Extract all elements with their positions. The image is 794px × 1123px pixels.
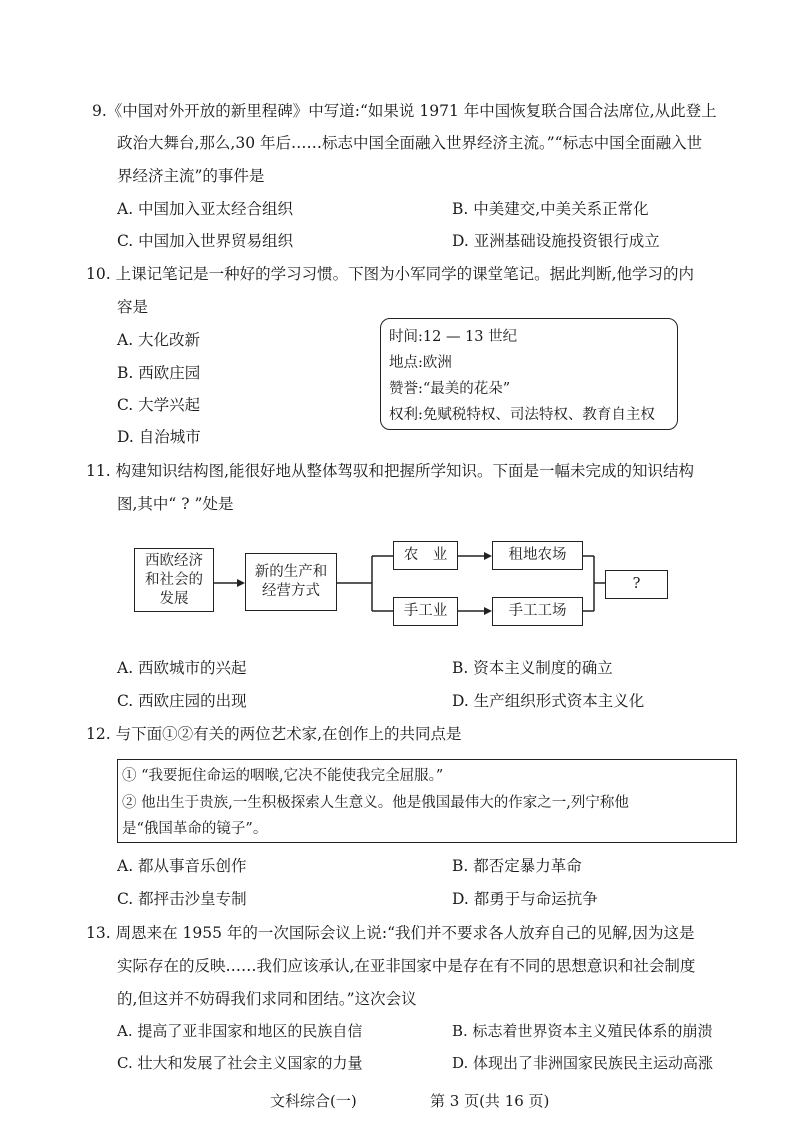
- q9-stem-line1: 9.《中国对外开放的新里程碑》中写道:“如果说 1971 年中国恢复联合国合法席位,从此登上: [92, 102, 717, 120]
- diagram-node-root: [134, 548, 214, 612]
- diagram-node-farm-label: 租地农场: [508, 547, 567, 563]
- diagram-node-handicraft-label: 手工业: [403, 603, 448, 619]
- note-place: 地点:欧洲: [389, 355, 452, 371]
- diagram-node-handicraft: [393, 597, 458, 626]
- q13-option-c: C. 壮大和发展了社会主义国家的力量: [117, 1054, 363, 1072]
- q12-option-a: A. 都从事音乐创作: [117, 857, 247, 875]
- arrowhead-farm: [484, 552, 492, 560]
- diagram-node-farm: [492, 541, 583, 570]
- q10-stem-line2: 容是: [117, 298, 149, 316]
- q12-option-c: C. 都抨击沙皇专制: [117, 890, 247, 908]
- q11-option-b: B. 资本主义制度的确立: [452, 659, 613, 677]
- q11-option-d: D. 生产组织形式资本主义化: [452, 692, 645, 710]
- q13-stem-line3: 的,但这并不妨碍我们求同和团结。”这次会议: [117, 990, 417, 1008]
- q13-option-b: B. 标志着世界资本主义殖民体系的崩溃: [452, 1022, 713, 1040]
- q11-option-a: A. 西欧城市的兴起: [117, 659, 247, 677]
- q9-option-a: A. 中国加入亚太经合组织: [117, 200, 294, 218]
- diagram-node-middle: [245, 553, 337, 611]
- q11-stem-line2: 图,其中“ ? ”处是: [117, 495, 234, 513]
- q10-option-a: A. 大化改新: [117, 331, 201, 349]
- q13-option-a: A. 提高了亚非国家和地区的民族自信: [117, 1022, 363, 1040]
- q9-stem-line3: 界经济主流”的事件是: [117, 167, 265, 185]
- q9-option-b: B. 中美建交,中美关系正常化: [452, 200, 649, 218]
- q10-option-c: C. 大学兴起: [117, 396, 201, 414]
- footer-page-number: 第 3 页(共 16 页): [430, 1092, 550, 1110]
- q12-box-line1: ① “我要扼住命运的咽喉,它决不能使我完全屈服。”: [122, 768, 444, 784]
- q13-stem-line2: 实际存在的反映……我们应该承认,在亚非国家中是存在有不同的思想意识和社会制度: [117, 957, 696, 975]
- diagram-node-root-label: 西欧经济和社会的发展: [145, 552, 203, 607]
- arrowhead-middle: [237, 579, 245, 587]
- q12-option-d: D. 都勇于与命运抗争: [452, 890, 598, 908]
- q9-stem-line2: 政治大舞台,那么,30 年后……标志中国全面融入世界经济主流。”“标志中国全面融入世: [117, 134, 703, 152]
- q13-option-d: D. 体现出了非洲国家民族民主运动高涨: [452, 1054, 714, 1072]
- q11-stem-line1: 11. 构建知识结构图,能很好地从整体驾驭和把握所学知识。下面是一幅未完成的知识结构: [86, 462, 695, 480]
- diagram-node-workshop: [492, 597, 583, 626]
- arrowhead-workshop: [484, 607, 492, 615]
- note-time: 时间:12 — 13 世纪: [389, 329, 518, 345]
- q10-option-b: B. 西欧庄园: [117, 364, 201, 382]
- q13-stem-line1: 13. 周恩来在 1955 年的一次国际会议上说:“我们并不要求各人放弃自己的见解,因为这是: [86, 924, 695, 942]
- q11-option-c: C. 西欧庄园的出现: [117, 692, 247, 710]
- diagram-node-unknown: [605, 570, 668, 599]
- diagram-node-middle-label: 新的生产和经营方式: [254, 564, 328, 599]
- footer-subject: 文科综合(一): [270, 1092, 357, 1110]
- note-praise: 赞誉:“最美的花朵”: [389, 381, 511, 397]
- note-rights: 权利:免赋税特权、司法特权、教育自主权: [389, 407, 655, 423]
- diagram-node-unknown-label: ?: [632, 576, 641, 592]
- diagram-node-agriculture-label: 农 业: [403, 547, 448, 563]
- q10-option-d: D. 自治城市: [117, 428, 201, 446]
- q10-stem-line1: 10. 上课记笔记是一种好的学习习惯。下图为小军同学的课堂笔记。据此判断,他学习的内: [86, 265, 695, 283]
- q9-option-d: D. 亚洲基础设施投资银行成立: [452, 232, 660, 250]
- q12-box-line3: 是“俄国革命的镜子”。: [122, 821, 268, 837]
- q12-option-b: B. 都否定暴力革命: [452, 857, 582, 875]
- q12-box-line2: ② 他出生于贵族,一生积极探索人生意义。他是俄国最伟大的作家之一,列宁称他: [122, 795, 629, 811]
- diagram-node-workshop-label: 手工工场: [508, 603, 567, 619]
- q9-option-c: C. 中国加入世界贸易组织: [117, 232, 294, 250]
- diagram-node-agriculture: [393, 541, 458, 570]
- q12-stem-line1: 12. 与下面①②有关的两位艺术家,在创作上的共同点是: [86, 725, 462, 743]
- q12-quote-box: [117, 759, 737, 843]
